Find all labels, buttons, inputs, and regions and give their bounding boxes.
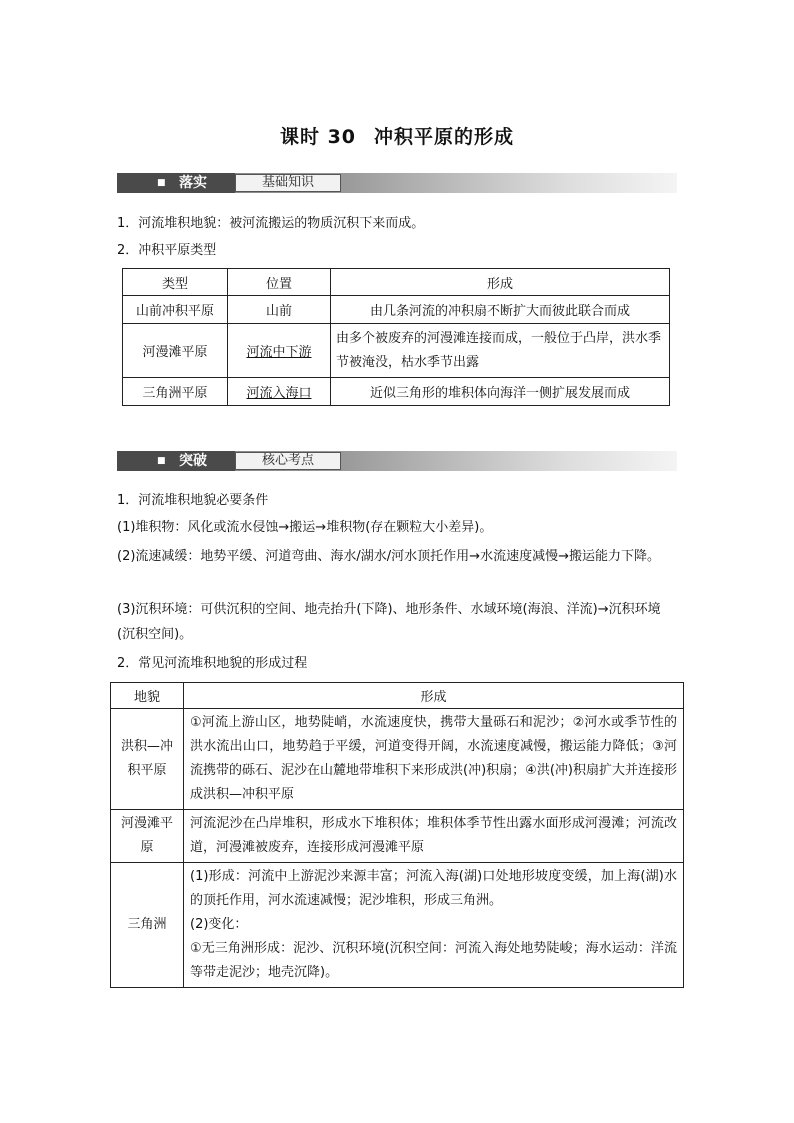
- location-cell: 河流中下游: [228, 324, 331, 378]
- core-item-1: 1．河流堆积地貌必要条件: [117, 493, 269, 508]
- lesson-number: 课时 30: [279, 126, 357, 148]
- table-row: [111, 863, 684, 988]
- section-tag-label: 突破: [179, 453, 207, 469]
- table-header: 类型: [123, 269, 228, 296]
- basics-item-2: 2．冲积平原类型: [117, 243, 217, 258]
- location-cell: 山前: [228, 296, 331, 324]
- square-bullet-icon: ■: [157, 178, 166, 188]
- landform-name: 三角洲: [111, 863, 184, 988]
- section-banner-core: [117, 451, 677, 471]
- section-tag: [117, 173, 235, 193]
- table-header: 形成: [331, 269, 670, 296]
- table-row: [123, 296, 670, 324]
- table-header: 位置: [228, 269, 331, 296]
- table-header: 地貌: [111, 683, 184, 709]
- delta-change: (2)变化：: [190, 917, 248, 932]
- landform-name: 洪积—冲积平原: [111, 709, 184, 810]
- landform-desc: [184, 863, 684, 988]
- plain-types-table: [122, 268, 670, 406]
- formation-cell: 由多个被废弃的河漫滩连接而成，一般位于凸岸，洪水季节被淹没，枯水季节出露: [331, 324, 670, 378]
- delta-formation: (1)形成：河流中上游泥沙来源丰富；河流入海(湖)口处地形坡度变缓，加上海(湖)水的顶托作用，河水流速减慢；泥沙堆积，形成三角洲。: [190, 869, 677, 908]
- table-row: [123, 378, 670, 406]
- landform-name: 河漫滩平原: [111, 810, 184, 863]
- condition-1: (1)堆积物：风化或流水侵蚀→搬运→堆积物(存在颗粒大小差异)。: [117, 520, 493, 535]
- basics-item-1: 1．河流堆积地貌：被河流搬运的物质沉积下来而成。: [117, 216, 425, 231]
- type-cell: 三角洲平原: [123, 378, 228, 406]
- delta-no-formation: ①无三角洲形成：泥沙、沉积环境(沉积空间：河流入海处地势陡峻；海水运动：洋流等带走泥沙；地壳沉降)。: [190, 941, 677, 980]
- landform-process-table: [110, 682, 684, 988]
- section-subtitle: 核心考点: [235, 452, 341, 470]
- type-cell: 山前冲积平原: [123, 296, 228, 324]
- lesson-topic: 冲积平原的形成: [374, 126, 515, 148]
- table-header: 形成: [184, 683, 684, 709]
- section-subtitle: 基础知识: [235, 174, 341, 192]
- location-cell: 河流入海口: [228, 378, 331, 406]
- section-tag-label: 落实: [179, 175, 207, 191]
- table-row: [123, 324, 670, 378]
- condition-2: (2)流速减缓：地势平缓、河道弯曲、海水/湖水/河水顶托作用→水流速度减慢→搬运能力下降。: [117, 549, 660, 564]
- landform-desc: ①河流上游山区，地势陡峭，水流速度快，携带大量砾石和泥沙；②河水或季节性的洪水流出山口，地势趋于平缓，河道变得开阔，水流速度减慢，搬运能力降低；③河流携带的砾石、泥沙在山麓地带堆积下来形成洪(冲)积扇；④洪(冲)积扇扩大并连接形成洪积—冲积平原: [184, 709, 684, 810]
- core-item-2: 2．常见河流堆积地貌的形成过程: [117, 656, 308, 671]
- section-tag: [117, 451, 235, 471]
- type-cell: 河漫滩平原: [123, 324, 228, 378]
- square-bullet-icon: ■: [157, 456, 166, 466]
- table-row: [111, 810, 684, 863]
- landform-desc: 河流泥沙在凸岸堆积，形成水下堆积体；堆积体季节性出露水面形成河漫滩；河流改道，河漫滩被废弃，连接形成河漫滩平原: [184, 810, 684, 863]
- formation-cell: 由几条河流的冲积扇不断扩大而彼此联合而成: [331, 296, 670, 324]
- condition-3: (3)沉积环境：可供沉积的空间、地壳抬升(下降)、地形条件、水域环境(海浪、洋流)→沉积环境(沉积空间)。: [117, 602, 661, 642]
- formation-cell: 近似三角形的堆积体向海洋一侧扩展发展而成: [331, 378, 670, 406]
- page-title: [0, 122, 794, 149]
- table-row: [111, 709, 684, 810]
- section-banner-basics: [117, 173, 677, 193]
